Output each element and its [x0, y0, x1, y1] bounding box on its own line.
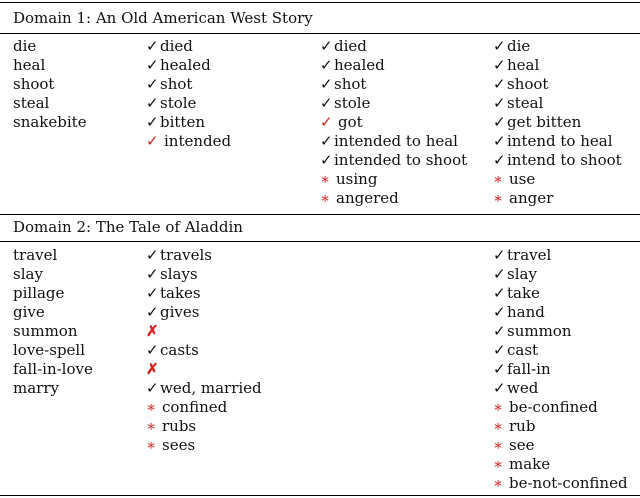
check-icon: ✓ [320, 75, 333, 93]
cross-icon: ✗ [146, 322, 159, 340]
output-cell-col3 [493, 151, 622, 170]
output-cell-col1 [146, 379, 262, 398]
output-text: intended [164, 132, 232, 150]
check-icon: ✓ [493, 379, 506, 397]
output-cell-col2 [320, 113, 363, 132]
base-verb-cell: shoot [13, 75, 55, 93]
asterisk-icon: ∗ [493, 189, 504, 207]
output-text: stole [160, 94, 197, 112]
output-cell-col3 [493, 303, 545, 322]
check-icon: ✓ [146, 56, 159, 74]
output-cell-col3 [493, 246, 551, 265]
asterisk-icon: ∗ [493, 436, 504, 454]
output-cell-col3 [493, 379, 538, 398]
output-cell-col3 [493, 170, 535, 189]
check-icon: ✓ [320, 151, 333, 169]
output-cell-col3 [493, 56, 539, 75]
output-cell-col2 [320, 170, 377, 189]
base-verb-cell: marry [13, 379, 59, 397]
check-icon: ✓ [146, 265, 159, 283]
output-cell-col1 [146, 417, 196, 436]
output-cell-col3 [493, 284, 540, 303]
output-cell-col2 [320, 189, 399, 208]
base-verb-cell: steal [13, 94, 50, 112]
output-cell-col2 [320, 132, 458, 151]
output-text: die [507, 37, 531, 55]
output-cell-col3 [493, 189, 553, 208]
output-cell-col2 [320, 56, 385, 75]
output-cell-col1 [146, 322, 160, 341]
output-text: slays [160, 265, 198, 283]
check-icon: ✓ [493, 360, 506, 378]
output-cell-col3 [493, 94, 543, 113]
check-icon: ✓ [493, 246, 506, 264]
output-cell-col3 [493, 265, 537, 284]
asterisk-icon: ∗ [146, 417, 157, 435]
table-top-rule [0, 2, 640, 3]
output-text: heal [507, 56, 540, 74]
cross-icon: ✗ [146, 360, 159, 378]
asterisk-icon: ∗ [320, 189, 331, 207]
section-title: Domain 1: An Old American West Story [13, 9, 313, 27]
output-cell-col3 [493, 37, 530, 56]
output-text: confined [162, 398, 228, 416]
output-cell-col2 [320, 75, 366, 94]
output-cell-col3 [493, 417, 535, 436]
output-text: travel [507, 246, 552, 264]
output-cell-col3 [493, 113, 581, 132]
output-text: intended to shoot [334, 151, 468, 169]
check-icon: ✓ [493, 341, 506, 359]
output-text: using [336, 170, 378, 188]
base-verb-cell: love-spell [13, 341, 86, 359]
output-cell-col3 [493, 474, 628, 493]
check-icon: ✓ [493, 113, 506, 131]
base-verb-cell: heal [13, 56, 46, 74]
red-check-icon: ✓ [146, 132, 159, 150]
check-icon: ✓ [493, 132, 506, 150]
check-icon: ✓ [320, 94, 333, 112]
output-cell-col1 [146, 56, 211, 75]
check-icon: ✓ [493, 265, 506, 283]
check-icon: ✓ [146, 284, 159, 302]
output-text: get bitten [507, 113, 582, 131]
base-verb-cell: pillage [13, 284, 65, 302]
output-text: rubs [162, 417, 197, 435]
check-icon: ✓ [146, 113, 159, 131]
base-verb-cell: snakebite [13, 113, 87, 131]
asterisk-icon: ∗ [320, 170, 331, 188]
output-cell-col2 [320, 37, 367, 56]
section-header-rule [0, 33, 640, 34]
asterisk-icon: ∗ [146, 398, 157, 416]
output-cell-col1 [146, 341, 199, 360]
check-icon: ✓ [146, 379, 159, 397]
output-cell-col3 [493, 398, 598, 417]
check-icon: ✓ [493, 37, 506, 55]
base-verb-cell: travel [13, 246, 58, 264]
section-header-rule [0, 241, 640, 242]
output-text: cast [507, 341, 539, 359]
output-cell-col1 [146, 113, 205, 132]
check-icon: ✓ [320, 37, 333, 55]
output-cell-col1 [146, 265, 198, 284]
output-text: use [509, 170, 536, 188]
output-text: take [507, 284, 540, 302]
output-cell-col1 [146, 75, 192, 94]
output-cell-col3 [493, 132, 613, 151]
output-text: wed [507, 379, 539, 397]
output-text: anger [509, 189, 554, 207]
output-text: shoot [507, 75, 549, 93]
check-icon: ✓ [146, 246, 159, 264]
output-text: be-confined [509, 398, 598, 416]
base-verb-cell: die [13, 37, 37, 55]
output-text: intended to heal [334, 132, 458, 150]
output-text: intend to heal [507, 132, 613, 150]
output-text: sees [162, 436, 196, 454]
output-cell-col3 [493, 322, 572, 341]
output-text: be-not-confined [509, 474, 628, 492]
asterisk-icon: ∗ [493, 170, 504, 188]
output-cell-col1 [146, 132, 231, 151]
check-icon: ✓ [493, 56, 506, 74]
output-cell-col1 [146, 37, 193, 56]
output-cell-col1 [146, 360, 160, 379]
output-text: got [338, 113, 363, 131]
red-check-icon: ✓ [320, 113, 333, 131]
output-text: died [334, 37, 367, 55]
base-verb-cell: give [13, 303, 45, 321]
asterisk-icon: ∗ [146, 436, 157, 454]
output-text: wed, married [160, 379, 262, 397]
check-icon: ✓ [493, 151, 506, 169]
check-icon: ✓ [493, 322, 506, 340]
output-text: stole [334, 94, 371, 112]
check-icon: ✓ [493, 94, 506, 112]
output-text: rub [509, 417, 536, 435]
output-cell-col2 [320, 151, 467, 170]
output-text: steal [507, 94, 544, 112]
output-text: hand [507, 303, 545, 321]
output-cell-col3 [493, 455, 550, 474]
check-icon: ✓ [146, 303, 159, 321]
output-cell-col3 [493, 75, 548, 94]
output-text: bitten [160, 113, 205, 131]
check-icon: ✓ [320, 132, 333, 150]
output-text: travels [160, 246, 212, 264]
output-cell-col2 [320, 94, 370, 113]
output-cell-col3 [493, 436, 534, 455]
check-icon: ✓ [146, 341, 159, 359]
output-text: fall-in [507, 360, 551, 378]
table-bottom-rule [0, 495, 640, 496]
output-text: see [509, 436, 535, 454]
output-text: healed [334, 56, 385, 74]
asterisk-icon: ∗ [493, 474, 504, 492]
base-verb-cell: summon [13, 322, 78, 340]
base-verb-cell: fall-in-love [13, 360, 93, 378]
output-cell-col1 [146, 303, 199, 322]
check-icon: ✓ [493, 284, 506, 302]
output-text: casts [160, 341, 199, 359]
output-cell-col1 [146, 94, 196, 113]
check-icon: ✓ [146, 75, 159, 93]
output-cell-col1 [146, 398, 227, 417]
output-text: slay [507, 265, 537, 283]
output-text: shot [334, 75, 367, 93]
section-divider-rule [0, 214, 640, 215]
output-text: intend to shoot [507, 151, 622, 169]
output-text: died [160, 37, 193, 55]
output-text: healed [160, 56, 211, 74]
output-cell-col1 [146, 436, 195, 455]
check-icon: ✓ [146, 37, 159, 55]
base-verb-cell: slay [13, 265, 43, 283]
output-cell-col3 [493, 360, 551, 379]
output-cell-col1 [146, 246, 212, 265]
asterisk-icon: ∗ [493, 398, 504, 416]
section-title: Domain 2: The Tale of Aladdin [13, 218, 243, 236]
check-icon: ✓ [146, 94, 159, 112]
asterisk-icon: ∗ [493, 455, 504, 473]
asterisk-icon: ∗ [493, 417, 504, 435]
output-cell-col3 [493, 341, 538, 360]
output-text: takes [160, 284, 201, 302]
output-text: summon [507, 322, 572, 340]
check-icon: ✓ [493, 75, 506, 93]
output-text: angered [336, 189, 399, 207]
output-cell-col1 [146, 284, 201, 303]
check-icon: ✓ [493, 303, 506, 321]
output-text: gives [160, 303, 200, 321]
output-text: shot [160, 75, 193, 93]
check-icon: ✓ [320, 56, 333, 74]
output-text: make [509, 455, 551, 473]
